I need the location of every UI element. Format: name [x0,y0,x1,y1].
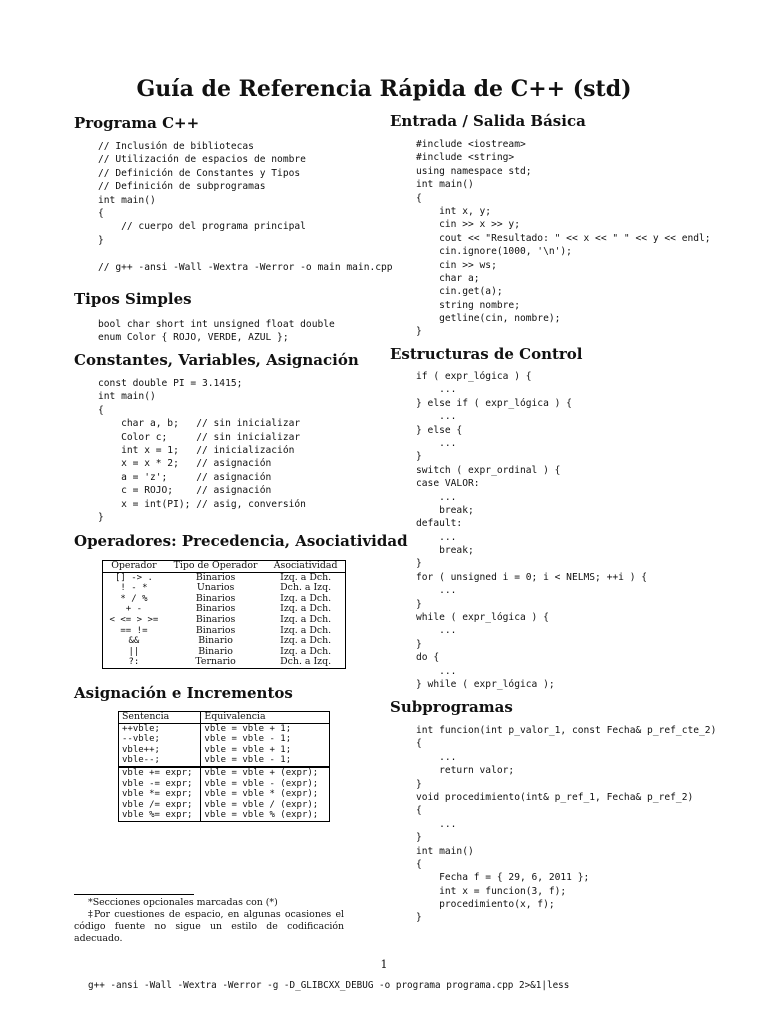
ops-assoc-cell: Izq. a Dch. [280,613,332,625]
ops-operator-cell: * / % [120,593,148,604]
code-line: ... [416,531,457,543]
code-line: Color c; // sin inicializar [98,431,301,443]
heading-programa: Programa C++ [74,114,200,132]
code-line: #include <string> [416,152,515,164]
code-line: } while ( expr_lógica ); [416,678,555,690]
asig-equivalencia-cell: vble = vble / (expr); [204,799,319,810]
code-line: Fecha f = { 29, 6, 2011 }; [416,872,590,884]
code-line: cin >> ws; [416,259,497,271]
code-line: // Inclusión de bibliotecas [98,141,254,152]
ops-header-type: Tipo de Operador [173,560,258,571]
asig-equivalencia-cell: vble = vble + 1; [204,744,292,755]
code-line: procedimiento(x, f); [416,899,555,911]
code-line: do { [416,652,440,664]
code-line: using namespace std; [416,165,532,177]
footnote-rule [74,894,194,895]
table-row [119,734,330,745]
table-row [119,745,330,756]
code-line: cin.ignore(1000, '\n'); [416,246,572,258]
code-line: // g++ -ansi -Wall -Wextra -Werror -o main main.cpp [98,261,393,273]
code-line: } [416,638,422,650]
code-line: case VALOR: [416,478,480,490]
code-line: cout << "Resultado: " << x << " " << y << endl; [416,232,711,244]
code-line: { [416,858,422,870]
code-line: x = int(PI); // asig, conversión [98,498,306,510]
code-line: for ( unsigned i = 0; i < NELMS; ++i ) { [416,571,648,583]
heading-entrada-salida: Entrada / Salida Básica [390,112,586,130]
code-line: cin.get(a); [416,286,503,298]
code-line: switch ( expr_ordinal ) { [416,464,561,476]
operators-table [102,560,346,669]
code-line: return valor; [416,765,515,777]
asig-sentencia-cell: vble /= expr; [119,800,201,811]
asig-equivalencia-cell: vble = vble + (expr); [204,767,319,778]
footer-command: g++ -ansi -Wall -Wextra -Werror -g -D_GLIBCXX_DEBUG -o programa programa.cpp 2>&1|less [88,980,570,991]
code-line: ... [416,625,457,637]
code-line: } else if ( expr_lógica ) { [416,397,572,409]
ops-assoc-cell: Izq. a Dch. [280,635,332,647]
asig-equivalencia-cell: vble = vble * (expr); [204,789,319,800]
ops-operator-cell: ?: [128,657,140,668]
asig-sentencia-cell: ++vble; [119,723,201,734]
code-line: } [416,912,422,924]
asig-sentencia-cell: vble %= expr; [119,810,201,821]
code-line: int main() [98,391,156,403]
code-line: #include <iostream> [416,139,526,150]
code-line: break; [416,504,474,516]
table-row [119,810,330,821]
code-line: int funcion(int p_valor_1, const Fecha& p_ref_cte_2) [416,725,717,736]
ops-assoc-cell: Dch. a Izq. [280,656,332,668]
ops-type-cell: Binarios [195,571,236,583]
ops-type-cell: Binarios [195,624,236,636]
footnote-1: *Secciones opcionales marcadas con (*) [88,897,278,908]
table-row [119,779,330,790]
ops-header-operator: Operador [111,560,157,571]
code-line: ... [416,411,457,423]
ops-type-cell: Binarios [195,603,236,615]
code-line: break; [416,545,474,557]
heading-subprogramas: Subprogramas [390,698,513,716]
code-programa [98,140,393,274]
ops-type-cell: Binarios [195,592,236,604]
code-line: int x, y; [416,205,492,217]
asig-sentencia-cell: vble -= expr; [119,779,201,790]
ops-operator-cell: ! - * [120,583,148,594]
code-line: // cuerpo del programa principal [98,221,306,233]
ops-operator-cell: || [128,646,140,657]
code-line: } [416,832,422,844]
table-row [119,767,330,779]
ops-header-assoc: Asociatividad [273,560,338,571]
ops-assoc-cell: Dch. a Izq. [280,582,332,594]
code-line: } else { [416,424,463,436]
heading-estructuras: Estructuras de Control [390,345,583,363]
code-line: } [416,598,422,610]
code-line: cin >> x >> y; [416,219,520,231]
asig-sentencia-cell: vble *= expr; [119,789,201,800]
code-estructuras [416,370,647,691]
code-line: } [98,234,104,246]
code-constantes [98,377,306,524]
code-line: } [416,326,422,338]
code-line: ... [416,491,457,503]
code-line [98,247,393,260]
asig-header-equivalencia: Equivalencia [204,711,266,722]
ops-assoc-cell: Izq. a Dch. [280,571,332,583]
assignment-table [118,711,330,822]
page-title: Guía de Referencia Rápida de C++ (std) [136,76,632,102]
code-line: a = 'z'; // asignación [98,471,272,483]
asig-equivalencia-cell: vble = vble % (expr); [204,810,319,821]
code-line: } [416,451,422,463]
asig-equivalencia-cell: vble = vble - (expr); [204,778,319,789]
ops-type-cell: Binario [198,645,233,657]
code-line: if ( expr_lógica ) { [416,371,532,382]
code-line: } [416,778,422,790]
code-line: x = x * 2; // asignación [98,458,272,470]
code-line: // Utilización de espacios de nombre [98,154,306,166]
heading-operadores: Operadores: Precedencia, Asociatividad [74,532,408,550]
code-line: enum Color { ROJO, VERDE, AZUL }; [98,332,289,344]
code-line: // Definición de subprogramas [98,181,266,193]
asig-sentencia-cell: --vble; [119,734,201,745]
ops-assoc-cell: Izq. a Dch. [280,624,332,636]
table-row [103,615,346,626]
ops-operator-cell: < <= > >= [109,614,159,625]
code-line: getline(cin, nombre); [416,313,561,325]
asig-sentencia-cell: vble++; [119,745,201,756]
code-line: } [98,511,104,523]
code-entrada-salida [416,138,711,339]
ops-assoc-cell: Izq. a Dch. [280,603,332,615]
table-row [119,789,330,800]
table-row [103,657,346,668]
code-tipos-simples [98,318,335,345]
heading-asignacion: Asignación e Incrementos [74,684,293,702]
code-line: ... [416,818,457,830]
asig-equivalencia-cell: vble = vble - 1; [204,755,292,766]
code-line: default: [416,518,463,530]
ops-operator-cell: == != [120,625,148,636]
code-line: ... [416,665,457,677]
code-line: int x = funcion(3, f); [416,885,567,897]
code-subprogramas [416,724,716,925]
ops-assoc-cell: Izq. a Dch. [280,645,332,657]
code-line: char a; [416,272,480,284]
code-line: c = ROJO; // asignación [98,485,272,497]
code-line: while ( expr_lógica ) { [416,612,549,624]
code-line: ... [416,751,457,763]
asig-equivalencia-cell: vble = vble + 1; [204,723,292,734]
code-line: void procedimiento(int& p_ref_1, Fecha& p_ref_2) [416,791,694,803]
code-line: // Definición de Constantes y Tipos [98,167,301,179]
ops-assoc-cell: Izq. a Dch. [280,592,332,604]
code-line: char a, b; // sin inicializar [98,418,301,430]
ops-type-cell: Unarios [196,582,235,594]
code-line: ... [416,585,457,597]
code-line: int x = 1; // inicialización [98,444,295,456]
code-line: ... [416,384,457,396]
table-row [119,723,330,734]
code-line: { [98,404,104,416]
asig-header-sentencia: Sentencia [119,712,201,724]
code-line: } [416,558,422,570]
page-number: 1 [380,958,388,971]
code-line: const double PI = 3.1415; [98,378,243,389]
code-line: int main() [416,179,474,191]
code-line: { [416,738,422,750]
asig-sentencia-cell: vble--; [119,755,201,767]
code-line: bool char short int unsigned float double [98,319,335,330]
code-line: ... [416,437,457,449]
ops-type-cell: Binarios [195,613,236,625]
code-line: int main() [98,194,156,206]
code-line: string nombre; [416,299,520,311]
code-line: { [416,192,422,204]
asig-equivalencia-cell: vble = vble - 1; [204,734,292,745]
ops-operator-cell: + - [125,604,143,615]
ops-type-cell: Binario [198,635,233,647]
code-line: { [98,207,104,219]
code-line: int main() [416,845,474,857]
table-row [119,755,330,767]
ops-operator-cell: [] -> . [114,572,153,583]
code-line: { [416,805,422,817]
footnote-2: ‡Por cuestiones de espacio, en algunas ocasiones el código fuente no sigue un estilo de codificación adecuado. [74,909,344,944]
table-row [119,800,330,811]
ops-type-cell: Ternario [195,656,236,668]
heading-tipos-simples: Tipos Simples [74,290,192,308]
heading-constantes: Constantes, Variables, Asignación [74,351,359,369]
asig-sentencia-cell: vble += expr; [119,767,201,779]
ops-operator-cell: && [128,636,140,647]
